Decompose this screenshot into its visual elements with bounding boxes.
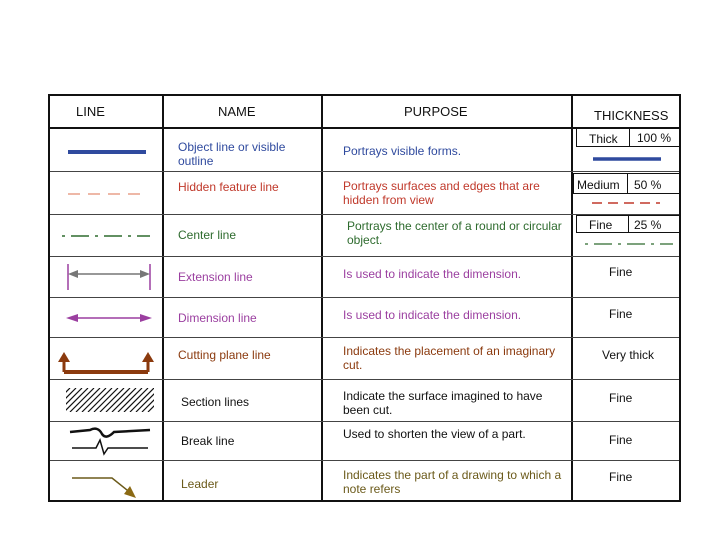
thickness-medium-label: Medium <box>577 178 620 192</box>
row-purpose-break-line: Used to shorten the view of a part. <box>343 427 526 441</box>
section-lines-sample <box>66 388 154 412</box>
row-name-object-line: Object line or visible outline <box>178 140 286 168</box>
row-name-leader: Leader <box>181 477 219 491</box>
row-purpose-dimension-line: Is used to indicate the dimension. <box>343 308 522 322</box>
row-name-section-lines: Section lines <box>181 395 250 409</box>
thickness-fine-label: Fine <box>589 218 613 232</box>
row-thickness-break-line: Fine <box>609 433 633 447</box>
line-types-table <box>48 94 681 502</box>
row-divider <box>50 337 679 338</box>
column-divider <box>321 96 323 500</box>
dimension-line-sample <box>64 312 154 324</box>
thickness-fine-percent: 25 % <box>634 218 662 232</box>
row-purpose-section-lines: Indicate the surface imagined to have been cut. <box>343 389 543 417</box>
row-name-center-line: Center line <box>178 228 237 242</box>
thickness-thick-label: Thick <box>589 132 618 146</box>
thickness-medium-percent: 50 % <box>634 178 662 192</box>
medium-line-sample <box>592 201 662 205</box>
row-name-dimension-line: Dimension line <box>178 311 257 325</box>
header-line: LINE <box>76 104 105 119</box>
row-divider <box>50 379 679 380</box>
row-purpose-cutting-plane-line: Indicates the placement of an imaginary cut. <box>343 344 556 372</box>
row-purpose-center-line: Portrays the center of a round or circular object. <box>347 219 562 247</box>
row-divider <box>50 421 679 422</box>
extension-line-sample <box>64 262 154 292</box>
row-purpose-object-line: Portrays visible forms. <box>343 144 462 158</box>
row-divider <box>50 256 679 257</box>
row-purpose-extension-line: Is used to indicate the dimension. <box>343 267 522 281</box>
row-divider <box>50 171 679 172</box>
row-thickness-section-lines: Fine <box>609 391 633 405</box>
header-thickness: THICKNESS <box>594 108 669 123</box>
thick-line-sample <box>593 156 663 162</box>
row-divider <box>50 460 679 461</box>
row-purpose-hidden-line: Portrays surfaces and edges that are hidden from view <box>343 179 540 207</box>
cutting-plane-line-sample <box>58 350 156 376</box>
column-divider <box>571 96 573 500</box>
object-line-sample <box>68 148 148 156</box>
row-name-break-line: Break line <box>181 434 235 448</box>
leader-line-sample <box>70 472 140 500</box>
hidden-line-sample <box>68 191 148 197</box>
fine-line-sample <box>585 242 675 246</box>
row-thickness-leader: Fine <box>609 470 633 484</box>
row-thickness-extension-line: Fine <box>609 265 633 279</box>
row-thickness-cutting-plane-line: Very thick <box>602 348 655 362</box>
header-purpose: PURPOSE <box>404 104 468 119</box>
row-thickness-dimension-line: Fine <box>609 307 633 321</box>
row-name-hidden-line: Hidden feature line <box>178 180 279 194</box>
center-line-sample <box>62 233 152 239</box>
row-divider <box>50 297 679 298</box>
thickness-thick-percent: 100 % <box>637 131 672 145</box>
break-line-sample <box>68 426 152 456</box>
row-name-extension-line: Extension line <box>178 270 253 284</box>
column-divider <box>162 96 164 500</box>
header-name: NAME <box>218 104 256 119</box>
row-name-cutting-plane-line: Cutting plane line <box>178 348 271 362</box>
row-purpose-leader: Indicates the part of a drawing to which a note refers <box>343 468 562 496</box>
